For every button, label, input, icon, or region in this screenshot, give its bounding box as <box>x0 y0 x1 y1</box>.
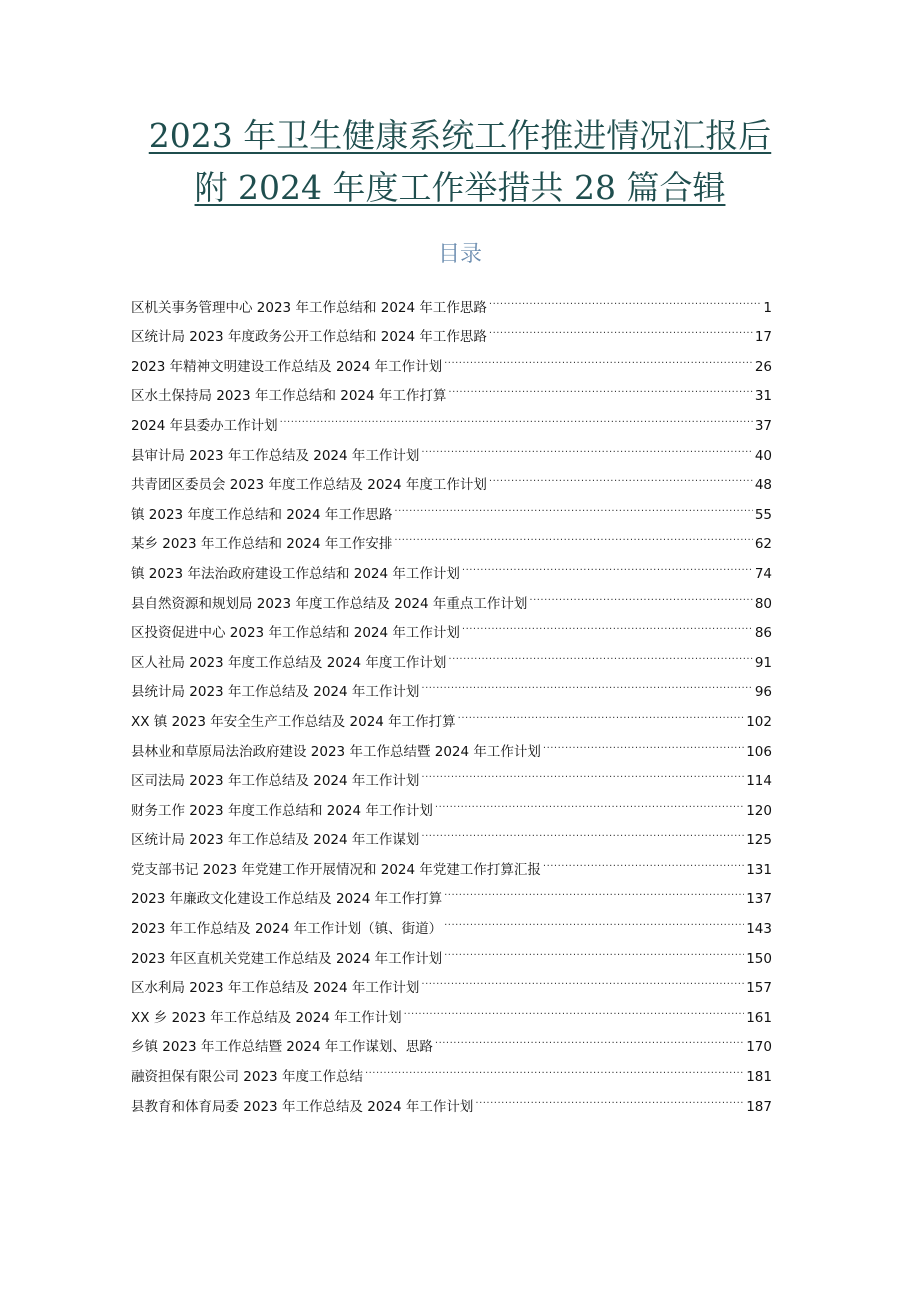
toc-entry-title: 县审计局 2023 年工作总结及 2024 年工作计划 <box>131 447 420 464</box>
toc-entry-title: 区人社局 2023 年度工作总结及 2024 年度工作计划 <box>131 654 447 671</box>
toc-entry-page-number: 131 <box>746 861 772 878</box>
toc-entry-title: 镇 2023 年度工作总结和 2024 年工作思路 <box>131 506 393 523</box>
toc-dot-leader <box>394 489 752 519</box>
toc-entry-title: 2023 年区直机关党建工作总结及 2024 年工作计划 <box>131 950 443 967</box>
toc-dot-leader <box>421 430 752 460</box>
toc-entry-page-number: 187 <box>746 1098 772 1115</box>
toc-entry-page-number: 17 <box>754 329 772 346</box>
toc-entry-title: 县林业和草原局法治政府建设 2023 年工作总结暨 2024 年工作计划 <box>131 743 541 760</box>
toc-entry-title: 县统计局 2023 年工作总结及 2024 年工作计划 <box>131 684 420 701</box>
toc-dot-leader <box>489 282 762 312</box>
toc-entry-page-number: 120 <box>746 802 772 819</box>
table-of-contents <box>131 282 772 1115</box>
toc-dot-leader <box>543 726 744 756</box>
toc-entry-title: 区统计局 2023 年度政务公开工作总结和 2024 年工作思路 <box>131 329 487 346</box>
toc-dot-leader <box>444 933 744 963</box>
toc-dot-leader <box>444 903 744 933</box>
toc-entry-page-number: 181 <box>746 1069 772 1086</box>
toc-entry-title: 区投资促进中心 2023 年工作总结和 2024 年工作计划 <box>131 625 460 642</box>
toc-entry-page-number: 1 <box>763 299 772 316</box>
toc-entry-page-number: 125 <box>746 832 772 849</box>
toc-dot-leader <box>444 341 753 371</box>
toc-entry-title: 2023 年工作总结及 2024 年工作计划（镇、街道） <box>131 921 443 938</box>
toc-entry-page-number: 86 <box>754 625 772 642</box>
toc-entry-title: 某乡 2023 年工作总结和 2024 年工作安排 <box>131 536 393 553</box>
document-title <box>0 110 920 214</box>
toc-entry-title: 融资担保有限公司 2023 年度工作总结 <box>131 1069 363 1086</box>
toc-entry-title: 2023 年精神文明建设工作总结及 2024 年工作计划 <box>131 358 443 375</box>
toc-entry-page-number: 40 <box>754 447 772 464</box>
toc-dot-leader <box>448 637 752 667</box>
toc-entry-page-number: 62 <box>754 536 772 553</box>
toc-entry-title: XX 乡 2023 年工作总结及 2024 年工作计划 <box>131 1009 402 1026</box>
toc-entry-title: 县教育和体育局委 2023 年工作总结及 2024 年工作计划 <box>131 1098 474 1115</box>
toc-entry-title: 财务工作 2023 年度工作总结和 2024 年工作计划 <box>131 802 433 819</box>
toc-entry-page-number: 74 <box>754 565 772 582</box>
toc-dot-leader <box>421 667 752 697</box>
toc-entry-title: 区司法局 2023 年工作总结及 2024 年工作计划 <box>131 773 420 790</box>
toc-dot-leader <box>421 963 744 993</box>
toc-entry-page-number: 96 <box>754 684 772 701</box>
toc-entry-page-number: 161 <box>746 1009 772 1026</box>
toc-entry-page-number: 80 <box>754 595 772 612</box>
toc-entry-title: 2024 年县委办工作计划 <box>131 417 278 434</box>
toc-dot-leader <box>435 1022 744 1052</box>
toc-entry-page-number: 150 <box>746 950 772 967</box>
toc-dot-leader <box>421 756 744 786</box>
toc-entry-title: 乡镇 2023 年工作总结暨 2024 年工作谋划、思路 <box>131 1039 433 1056</box>
toc-dot-leader <box>458 696 745 726</box>
toc-dot-leader <box>394 519 752 549</box>
toc-entry-page-number: 102 <box>746 713 772 730</box>
toc-entry-title: 党支部书记 2023 年党建工作开展情况和 2024 年党建工作打算汇报 <box>131 861 541 878</box>
toc-entry-page-number: 55 <box>754 506 772 523</box>
toc-dot-leader <box>444 874 744 904</box>
toc-entry-page-number: 31 <box>754 388 772 405</box>
toc-entry-page-number: 37 <box>754 417 772 434</box>
toc-dot-leader <box>448 371 752 401</box>
toc-entry-page-number: 106 <box>746 743 772 760</box>
title-line-1: 2023 年卫生健康系统工作推进情况汇报后 <box>148 116 772 155</box>
toc-dot-leader <box>421 815 744 845</box>
toc-entry-title: 镇 2023 年法治政府建设工作总结和 2024 年工作计划 <box>131 565 460 582</box>
toc-entry-title: 区水土保持局 2023 年工作总结和 2024 年工作打算 <box>131 388 447 405</box>
toc-dot-leader <box>365 1051 744 1081</box>
toc-dot-leader <box>280 400 753 430</box>
toc-dot-leader <box>529 578 752 608</box>
toc-dot-leader <box>475 1081 744 1111</box>
toc-dot-leader <box>543 844 744 874</box>
toc-entry-page-number: 137 <box>746 891 772 908</box>
toc-entry-title: 2023 年廉政文化建设工作总结及 2024 年工作打算 <box>131 891 443 908</box>
toc-entry-page-number: 91 <box>754 654 772 671</box>
title-line-2: 附 2024 年度工作举措共 28 篇合辑 <box>194 168 726 207</box>
toc-dot-leader <box>462 548 753 578</box>
toc-entry-title: 区水利局 2023 年工作总结及 2024 年工作计划 <box>131 980 420 997</box>
toc-entry-page-number: 170 <box>746 1039 772 1056</box>
toc-entry-page-number: 48 <box>754 477 772 494</box>
toc-entry-title: 县自然资源和规划局 2023 年度工作总结及 2024 年重点工作计划 <box>131 595 528 612</box>
toc-entry-title: XX 镇 2023 年安全生产工作总结及 2024 年工作打算 <box>131 713 456 730</box>
toc-dot-leader <box>489 460 753 490</box>
toc-dot-leader <box>435 785 744 815</box>
toc-entry[interactable] <box>131 282 772 316</box>
toc-entry-page-number: 157 <box>746 980 772 997</box>
toc-dot-leader <box>489 312 753 342</box>
toc-heading: 目录 <box>437 242 482 267</box>
toc-entry-title: 区机关事务管理中心 2023 年工作总结和 2024 年工作思路 <box>131 299 487 316</box>
toc-entry-page-number: 114 <box>746 773 772 790</box>
toc-entry-page-number: 143 <box>746 921 772 938</box>
toc-entry-title: 区统计局 2023 年工作总结及 2024 年工作谋划 <box>131 832 420 849</box>
toc-dot-leader <box>404 992 745 1022</box>
toc-entry-title: 共青团区委员会 2023 年度工作总结及 2024 年度工作计划 <box>131 477 487 494</box>
toc-entry-page-number: 26 <box>754 358 772 375</box>
toc-dot-leader <box>462 608 753 638</box>
